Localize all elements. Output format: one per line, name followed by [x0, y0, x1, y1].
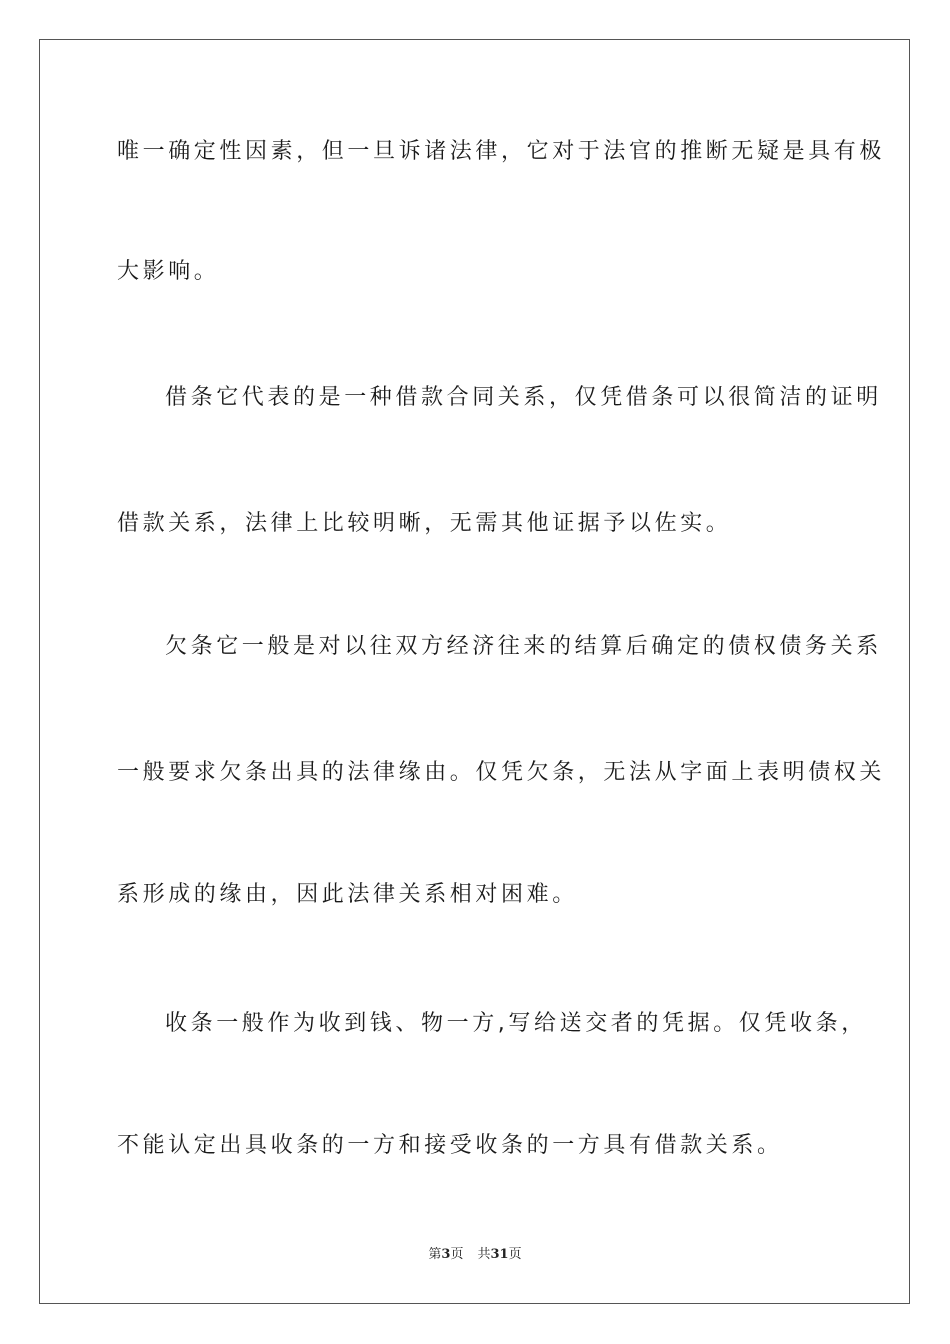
paragraph-3-line-3: 系形成的缘由，因此法律关系相对困难。 [117, 882, 578, 907]
total-suffix: 页 [508, 1247, 522, 1262]
paragraph-3-line-1: 欠条它一般是对以往双方经济往来的结算后确定的债权债务关系 [165, 634, 882, 659]
total-pages: 31 [490, 1247, 509, 1262]
total-prefix: 共 [477, 1247, 491, 1262]
page-border [39, 39, 910, 1304]
paragraph-2-line-2: 借款关系，法律上比较明晰，无需其他证据予以佐实。 [117, 511, 732, 536]
paragraph-4-line-1: 收条一般作为收到钱、物一方,写给送交者的凭据。仅凭收条， [165, 1011, 867, 1036]
paragraph-3-line-2: 一般要求欠条出具的法律缘由。仅凭欠条，无法从字面上表明债权关 [117, 760, 886, 785]
paragraph-2-line-1: 借条它代表的是一种借款合同关系，仅凭借条可以很简洁的证明 [165, 385, 882, 410]
page-footer [0, 1246, 950, 1264]
paragraph-1-line-1: 唯一确定性因素，但一旦诉诸法律，它对于法官的推断无疑是具有极 [117, 139, 886, 164]
page-number: 3 [441, 1247, 451, 1262]
paragraph-4-line-2: 不能认定出具收条的一方和接受收条的一方具有借款关系。 [117, 1133, 783, 1158]
page-suffix: 页 [450, 1247, 464, 1262]
page-prefix: 第 [428, 1247, 442, 1262]
paragraph-1-line-2: 大影响。 [117, 259, 220, 284]
